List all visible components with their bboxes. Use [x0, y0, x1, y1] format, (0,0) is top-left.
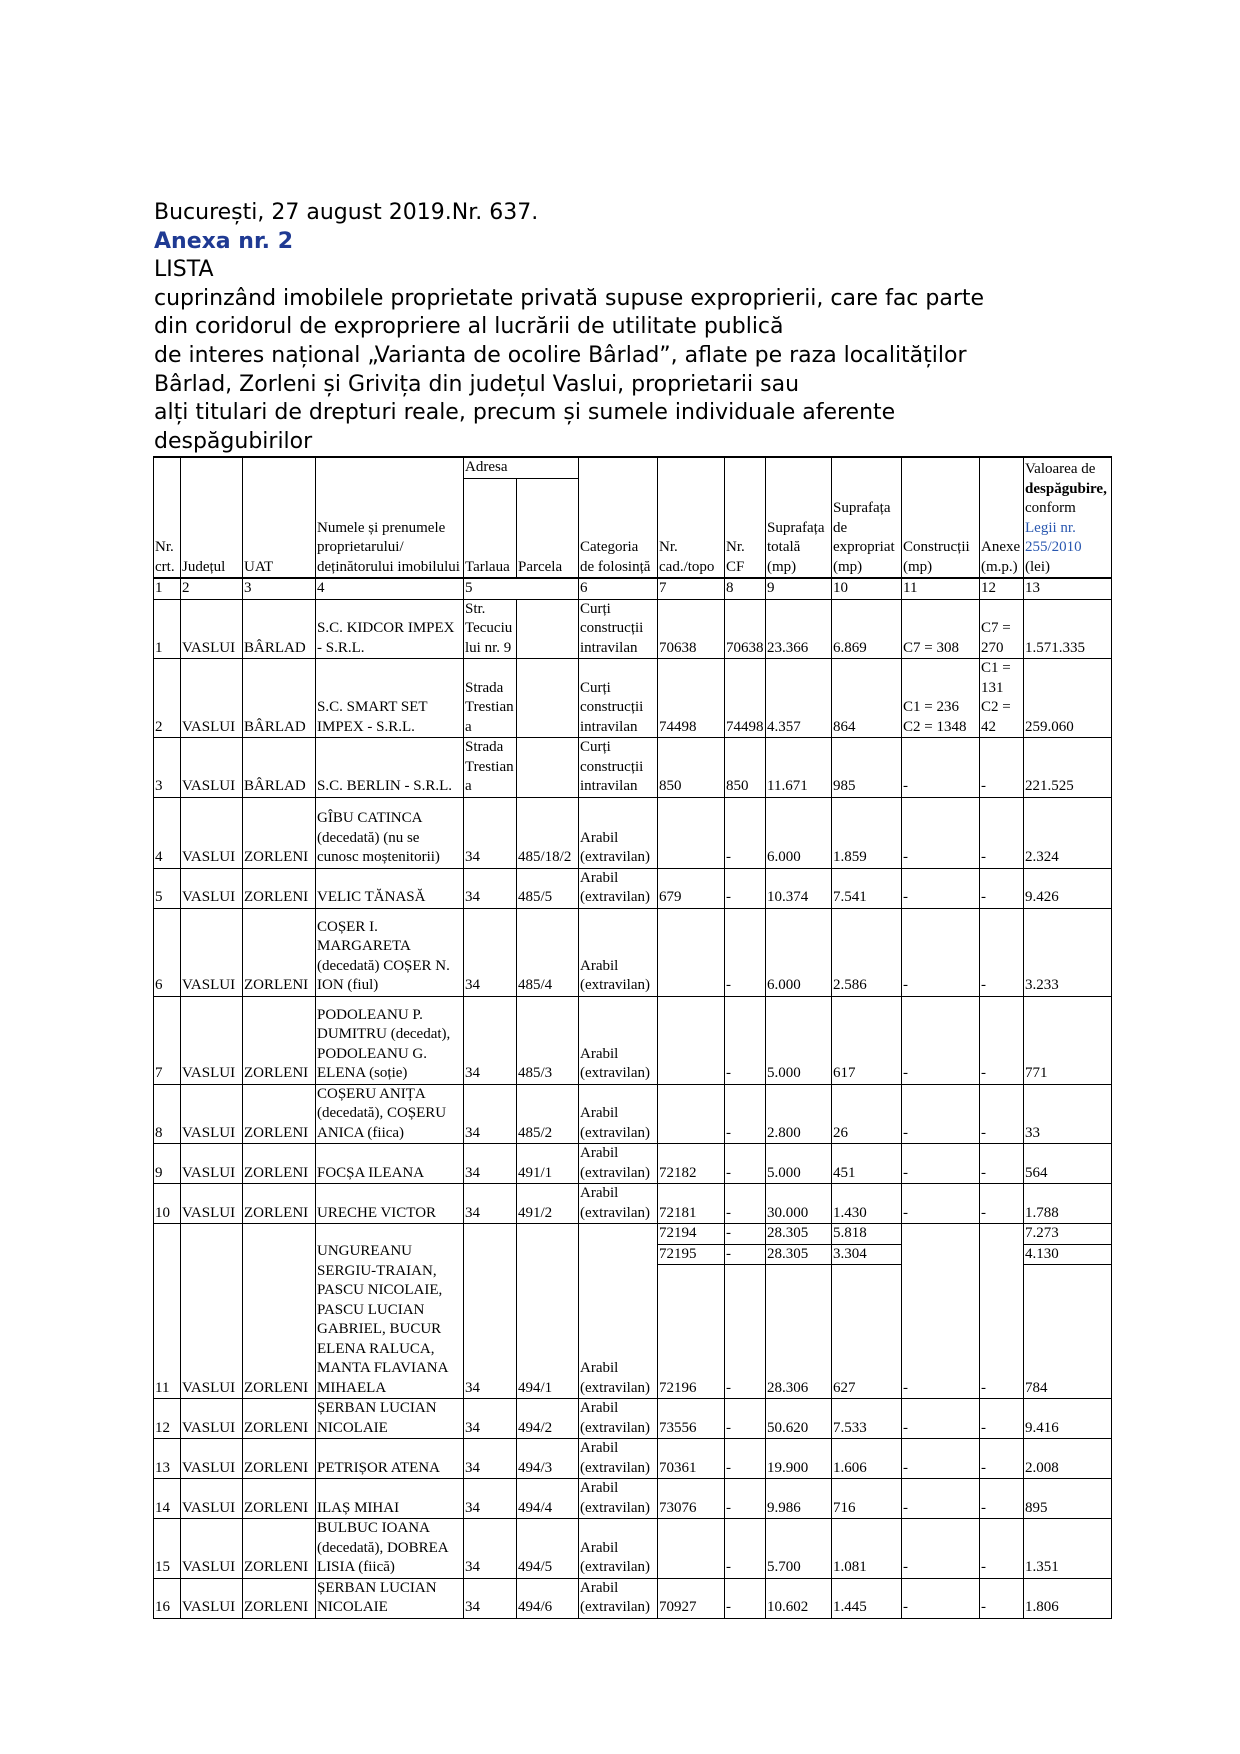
cell-cad: 72181 — [658, 1184, 725, 1224]
cell-cf: - — [725, 1144, 766, 1184]
cell-cad — [658, 1519, 725, 1579]
valoarea-prefix: Valoarea de — [1025, 461, 1096, 477]
cell-constructii: - — [902, 738, 980, 798]
table-row — [154, 1439, 1112, 1479]
cell-sup-exp: 7.533 — [832, 1399, 902, 1439]
cell-parcela: 485/4 — [517, 908, 579, 996]
cell-sup-totala: 10.374 — [766, 868, 832, 908]
cell-nume: S.C. SMART SET IMPEX - S.R.L. — [316, 659, 464, 738]
table-row — [154, 738, 1112, 798]
cell-categoria: Arabil (extravilan) — [579, 908, 658, 996]
column-number: 5 — [464, 578, 579, 599]
cell-sup-totala: 28.305 — [766, 1244, 832, 1265]
cell-constructii: - — [902, 996, 980, 1084]
table-row — [154, 1084, 1112, 1144]
cell-judet: VASLUI — [181, 797, 243, 868]
table-row — [154, 599, 1112, 659]
cell-categoria: Curți construcții intravilan — [579, 738, 658, 798]
cell-sup-totala: 5.000 — [766, 1144, 832, 1184]
cell-judet: VASLUI — [181, 908, 243, 996]
cell-tarlaua: 34 — [464, 1519, 517, 1579]
cell-anexe: - — [980, 1224, 1024, 1399]
cell-parcela: 494/2 — [517, 1399, 579, 1439]
cell-tarlaua: 34 — [464, 868, 517, 908]
column-number: 12 — [980, 578, 1024, 599]
cell-uat: BÂRLAD — [243, 738, 316, 798]
cell-cf: - — [725, 1184, 766, 1224]
col-header-uat: UAT — [243, 457, 316, 578]
cell-parcela — [517, 659, 579, 738]
col-header-valoarea — [1024, 457, 1112, 578]
cell-valoare: 33 — [1024, 1084, 1112, 1144]
cell-nr: 16 — [154, 1578, 181, 1618]
column-number: 9 — [766, 578, 832, 599]
cell-anexe: - — [980, 1084, 1024, 1144]
cell-cad: 70361 — [658, 1439, 725, 1479]
cell-cf: - — [725, 996, 766, 1084]
date-line: București, 27 august 2019.Nr. 637. — [154, 200, 539, 225]
table-row — [154, 868, 1112, 908]
cell-parcela: 494/5 — [517, 1519, 579, 1579]
cell-cad — [658, 908, 725, 996]
cell-nume: UNGUREANU SERGIU-TRAIAN, PASCU NICOLAIE, PASCU LUCIAN GABRIEL, BUCUR ELENA RALUCA, MANTA FLAVIANA MIHAELA — [316, 1224, 464, 1399]
cell-parcela: 485/5 — [517, 868, 579, 908]
cell-nr: 6 — [154, 908, 181, 996]
cell-uat: ZORLENI — [243, 908, 316, 996]
cell-sup-totala: 28.305 — [766, 1224, 832, 1245]
cell-tarlaua: 34 — [464, 1224, 517, 1399]
cell-judet: VASLUI — [181, 1439, 243, 1479]
cell-sup-exp: 864 — [832, 659, 902, 738]
cell-constructii: - — [902, 1084, 980, 1144]
cell-nume: ILAȘ MIHAI — [316, 1479, 464, 1519]
cell-categoria: Arabil (extravilan) — [579, 1439, 658, 1479]
description-line: din coridorul de expropriere al lucrării de utilitate publică — [154, 314, 784, 340]
column-number: 3 — [243, 578, 316, 599]
cell-categoria: Arabil (extravilan) — [579, 1084, 658, 1144]
cell-sup-totala: 4.357 — [766, 659, 832, 738]
expropriation-table — [153, 456, 1112, 1619]
cell-sup-exp: 5.818 — [832, 1224, 902, 1245]
description-line: alți titulari de drepturi reale, precum și sumele individuale aferente — [154, 400, 896, 426]
cell-cf: 70638 — [725, 599, 766, 659]
cell-uat: ZORLENI — [243, 1144, 316, 1184]
table-row — [154, 1578, 1112, 1618]
cell-judet: VASLUI — [181, 1224, 243, 1399]
cell-valoare: 3.233 — [1024, 908, 1112, 996]
cell-anexe: C7 = 270 — [980, 599, 1024, 659]
cell-sup-exp: 1.430 — [832, 1184, 902, 1224]
cell-constructii: - — [902, 797, 980, 868]
cell-cad — [658, 1084, 725, 1144]
cell-nr: 2 — [154, 659, 181, 738]
cell-nume: COȘER I. MARGARETA (decedată) COȘER N. ION (fiul) — [316, 908, 464, 996]
cell-nr: 14 — [154, 1479, 181, 1519]
cell-valoare: 7.273 — [1024, 1224, 1112, 1245]
cell-sup-totala: 5.700 — [766, 1519, 832, 1579]
col-header-constructii: Construcții (mp) — [902, 457, 980, 578]
cell-constructii: - — [902, 1519, 980, 1579]
cell-nr: 11 — [154, 1224, 181, 1399]
table-row — [154, 996, 1112, 1084]
cell-uat: ZORLENI — [243, 1519, 316, 1579]
cell-categoria: Arabil (extravilan) — [579, 1224, 658, 1399]
cell-valoare: 895 — [1024, 1479, 1112, 1519]
cell-sup-totala: 6.000 — [766, 797, 832, 868]
cell-anexe: - — [980, 1184, 1024, 1224]
cell-cf: - — [725, 1224, 766, 1245]
cell-tarlaua: 34 — [464, 1084, 517, 1144]
cell-uat: ZORLENI — [243, 1184, 316, 1224]
cell-tarlaua: 34 — [464, 1439, 517, 1479]
cell-categoria: Curți construcții intravilan — [579, 659, 658, 738]
description-line: Bârlad, Zorleni și Grivița din județul Vaslui, proprietarii sau — [154, 371, 800, 397]
cell-cad: 70638 — [658, 599, 725, 659]
cell-categoria: Arabil (extravilan) — [579, 1144, 658, 1184]
cell-nume: URECHE VICTOR — [316, 1184, 464, 1224]
cell-categoria: Arabil (extravilan) — [579, 1519, 658, 1579]
cell-valoare: 1.571.335 — [1024, 599, 1112, 659]
cell-sup-exp: 1.445 — [832, 1578, 902, 1618]
cell-categoria: Arabil (extravilan) — [579, 1184, 658, 1224]
cell-tarlaua: 34 — [464, 1479, 517, 1519]
cell-nr: 15 — [154, 1519, 181, 1579]
cell-sup-exp: 1.081 — [832, 1519, 902, 1579]
table-row — [154, 659, 1112, 738]
cell-constructii: - — [902, 868, 980, 908]
cell-anexe: - — [980, 1144, 1024, 1184]
cell-anexe: - — [980, 908, 1024, 996]
cell-sup-exp: 26 — [832, 1084, 902, 1144]
cell-anexe: - — [980, 1399, 1024, 1439]
column-number: 6 — [579, 578, 658, 599]
cell-parcela: 491/2 — [517, 1184, 579, 1224]
col-header-anexe: Anexe (m.p.) — [980, 457, 1024, 578]
cell-sup-exp: 1.859 — [832, 797, 902, 868]
cell-nr: 13 — [154, 1439, 181, 1479]
cell-cf: - — [725, 1439, 766, 1479]
col-header-cf: Nr. CF — [725, 457, 766, 578]
cell-cad: 74498 — [658, 659, 725, 738]
cell-sup-exp: 1.606 — [832, 1439, 902, 1479]
cell-nume: COȘERU ANIȚA (decedată), COȘERU ANICA (fiica) — [316, 1084, 464, 1144]
cell-sup-exp: 451 — [832, 1144, 902, 1184]
cell-cad: 70927 — [658, 1578, 725, 1618]
col-header-cad: Nr. cad./topo — [658, 457, 725, 578]
cell-cf: - — [725, 1084, 766, 1144]
table-row — [154, 1399, 1112, 1439]
cell-nr: 7 — [154, 996, 181, 1084]
cell-parcela: 494/3 — [517, 1439, 579, 1479]
cell-constructii: - — [902, 1144, 980, 1184]
cell-tarlaua: Strada Trestiana — [464, 738, 517, 798]
column-number: 1 — [154, 578, 181, 599]
cell-categoria: Arabil (extravilan) — [579, 1578, 658, 1618]
col-header-parcela: Parcela — [517, 479, 579, 579]
cell-anexe: - — [980, 738, 1024, 798]
cell-judet: VASLUI — [181, 1399, 243, 1439]
col-header-sup-totala: Suprafața totală (mp) — [766, 457, 832, 578]
column-numbers-row — [154, 578, 1112, 599]
cell-parcela: 491/1 — [517, 1144, 579, 1184]
cell-sup-totala: 5.000 — [766, 996, 832, 1084]
col-header-tarlaua: Tarlaua — [464, 479, 517, 579]
cell-anexe: - — [980, 1479, 1024, 1519]
cell-anexe: - — [980, 1578, 1024, 1618]
description-line: de interes național „Varianta de ocolire Bârlad”, aflate pe raza localităților — [154, 342, 967, 368]
cell-valoare: 4.130 — [1024, 1244, 1112, 1265]
cell-judet: VASLUI — [181, 1578, 243, 1618]
valoarea-bold: despăgubire, — [1025, 480, 1107, 497]
column-number: 2 — [181, 578, 243, 599]
cell-cf: 850 — [725, 738, 766, 798]
cell-judet: VASLUI — [181, 1184, 243, 1224]
cell-nume: PODOLEANU P. DUMITRU (decedat), PODOLEANU G. ELENA (soție) — [316, 996, 464, 1084]
cell-constructii: - — [902, 1184, 980, 1224]
cell-nume: BULBUC IOANA (decedată), DOBREA LISIA (fiică) — [316, 1519, 464, 1579]
cell-constructii: - — [902, 1439, 980, 1479]
cell-sup-totala: 28.306 — [766, 1265, 832, 1399]
valoarea-mid: conform — [1025, 500, 1076, 516]
cell-valoare: 9.416 — [1024, 1399, 1112, 1439]
cell-anexe: - — [980, 1439, 1024, 1479]
cell-valoare: 564 — [1024, 1144, 1112, 1184]
cell-judet: VASLUI — [181, 996, 243, 1084]
cell-uat: ZORLENI — [243, 1439, 316, 1479]
col-header-sup-exp: Suprafața de expropriat (mp) — [832, 457, 902, 578]
cell-categoria: Arabil (extravilan) — [579, 996, 658, 1084]
cell-nr: 12 — [154, 1399, 181, 1439]
cell-categoria: Curți construcții intravilan — [579, 599, 658, 659]
column-number: 8 — [725, 578, 766, 599]
cell-judet: VASLUI — [181, 1519, 243, 1579]
cell-sup-totala: 6.000 — [766, 908, 832, 996]
cell-cad: 679 — [658, 868, 725, 908]
cell-tarlaua: 34 — [464, 996, 517, 1084]
cell-nume: VELIC TĂNASĂ — [316, 868, 464, 908]
cell-sup-exp: 985 — [832, 738, 902, 798]
cell-judet: VASLUI — [181, 738, 243, 798]
cell-cf: - — [725, 1244, 766, 1265]
table-row — [154, 1144, 1112, 1184]
cell-cf: - — [725, 908, 766, 996]
cell-nr: 5 — [154, 868, 181, 908]
cell-constructii: - — [902, 1399, 980, 1439]
table-row — [154, 1479, 1112, 1519]
cell-sup-totala: 23.366 — [766, 599, 832, 659]
col-header-nr: Nr. crt. — [154, 457, 181, 578]
cell-sup-totala: 11.671 — [766, 738, 832, 798]
cell-valoare: 771 — [1024, 996, 1112, 1084]
cell-judet: VASLUI — [181, 1144, 243, 1184]
table-row — [154, 797, 1112, 868]
col-header-nume: Numele și prenumele proprietarului/ deținătorului imobilului — [316, 457, 464, 578]
cell-tarlaua: Str. Tecuciului nr. 9 — [464, 599, 517, 659]
cell-nume: S.C. BERLIN - S.R.L. — [316, 738, 464, 798]
cell-nume: PETRIȘOR ATENA — [316, 1439, 464, 1479]
cell-valoare: 2.008 — [1024, 1439, 1112, 1479]
cell-cad: 72195 — [658, 1244, 725, 1265]
cell-sup-exp: 716 — [832, 1479, 902, 1519]
cell-tarlaua: 34 — [464, 797, 517, 868]
cell-constructii: - — [902, 1578, 980, 1618]
cell-parcela: 485/2 — [517, 1084, 579, 1144]
cell-tarlaua: 34 — [464, 1184, 517, 1224]
cell-constructii: - — [902, 1224, 980, 1399]
cell-valoare: 784 — [1024, 1265, 1112, 1399]
column-number: 4 — [316, 578, 464, 599]
cell-cf: - — [725, 1519, 766, 1579]
cell-constructii: C7 = 308 — [902, 599, 980, 659]
valoarea-suffix: (lei) — [1025, 558, 1050, 575]
cell-cad: 850 — [658, 738, 725, 798]
cell-uat: ZORLENI — [243, 1479, 316, 1519]
cell-parcela: 485/18/2 — [517, 797, 579, 868]
cell-cad: 72196 — [658, 1265, 725, 1399]
cell-anexe: - — [980, 868, 1024, 908]
cell-judet: VASLUI — [181, 1479, 243, 1519]
lege-link[interactable]: Legii nr. 255/2010 — [1025, 519, 1082, 555]
cell-sup-exp: 2.586 — [832, 908, 902, 996]
document-header — [154, 199, 1094, 456]
cell-parcela — [517, 738, 579, 798]
cell-sup-totala: 30.000 — [766, 1184, 832, 1224]
column-number: 13 — [1024, 578, 1112, 599]
anexa-title: Anexa nr. 2 — [154, 228, 294, 254]
cell-sup-exp: 627 — [832, 1265, 902, 1399]
column-number: 11 — [902, 578, 980, 599]
cell-tarlaua: 34 — [464, 1399, 517, 1439]
cell-nume: ȘERBAN LUCIAN NICOLAIE — [316, 1578, 464, 1618]
cell-uat: ZORLENI — [243, 1578, 316, 1618]
col-header-categoria: Categoria de folosință — [579, 457, 658, 578]
cell-valoare: 259.060 — [1024, 659, 1112, 738]
cell-parcela: 494/6 — [517, 1578, 579, 1618]
cell-uat: BÂRLAD — [243, 659, 316, 738]
cell-tarlaua: 34 — [464, 1144, 517, 1184]
cell-nume: FOCȘA ILEANA — [316, 1144, 464, 1184]
cell-cad: 72182 — [658, 1144, 725, 1184]
table-row — [154, 1519, 1112, 1579]
cell-constructii: - — [902, 908, 980, 996]
cell-uat: ZORLENI — [243, 1224, 316, 1399]
cell-sup-exp: 3.304 — [832, 1244, 902, 1265]
cell-valoare: 1.788 — [1024, 1184, 1112, 1224]
cell-categoria: Arabil (extravilan) — [579, 868, 658, 908]
table-row — [154, 908, 1112, 996]
cell-uat: BÂRLAD — [243, 599, 316, 659]
cell-nr: 4 — [154, 797, 181, 868]
header-row — [154, 457, 1112, 479]
cell-valoare: 2.324 — [1024, 797, 1112, 868]
cell-judet: VASLUI — [181, 1084, 243, 1144]
cell-nr: 10 — [154, 1184, 181, 1224]
cell-nr: 8 — [154, 1084, 181, 1144]
cell-cad — [658, 996, 725, 1084]
column-number: 10 — [832, 578, 902, 599]
cell-valoare: 221.525 — [1024, 738, 1112, 798]
cell-sup-totala: 10.602 — [766, 1578, 832, 1618]
cell-uat: ZORLENI — [243, 797, 316, 868]
description-line: cuprinzând imobilele proprietate privată supuse exproprierii, care fac parte — [154, 285, 985, 311]
description-line: despăgubirilor — [154, 428, 313, 454]
cell-cf: - — [725, 1265, 766, 1399]
cell-sup-totala: 50.620 — [766, 1399, 832, 1439]
cell-anexe: - — [980, 996, 1024, 1084]
cell-constructii: - — [902, 1479, 980, 1519]
cell-anexe: - — [980, 797, 1024, 868]
cell-sup-exp: 6.869 — [832, 599, 902, 659]
cell-parcela: 494/1 — [517, 1224, 579, 1399]
cell-cf: - — [725, 1578, 766, 1618]
cell-nr: 3 — [154, 738, 181, 798]
cell-nr: 9 — [154, 1144, 181, 1184]
cell-cf: - — [725, 1399, 766, 1439]
cell-judet: VASLUI — [181, 599, 243, 659]
cell-cad: 72194 — [658, 1224, 725, 1245]
cell-sup-exp: 7.541 — [832, 868, 902, 908]
cell-cad: 73556 — [658, 1399, 725, 1439]
cell-parcela — [517, 599, 579, 659]
cell-categoria: Arabil (extravilan) — [579, 1399, 658, 1439]
cell-cf: - — [725, 868, 766, 908]
cell-cf: - — [725, 797, 766, 868]
cell-parcela: 485/3 — [517, 996, 579, 1084]
cell-sup-totala: 9.986 — [766, 1479, 832, 1519]
cell-tarlaua: 34 — [464, 908, 517, 996]
cell-sup-totala: 2.800 — [766, 1084, 832, 1144]
cell-sup-totala: 19.900 — [766, 1439, 832, 1479]
cell-nume: ȘERBAN LUCIAN NICOLAIE — [316, 1399, 464, 1439]
cell-uat: ZORLENI — [243, 868, 316, 908]
cell-cad — [658, 797, 725, 868]
cell-categoria: Arabil (extravilan) — [579, 797, 658, 868]
cell-judet: VASLUI — [181, 868, 243, 908]
cell-cf: 74498 — [725, 659, 766, 738]
cell-anexe: C1 = 131 C2 = 42 — [980, 659, 1024, 738]
cell-categoria: Arabil (extravilan) — [579, 1479, 658, 1519]
table-row — [154, 1184, 1112, 1224]
cell-nume: S.C. KIDCOR IMPEX - S.R.L. — [316, 599, 464, 659]
cell-valoare: 9.426 — [1024, 868, 1112, 908]
col-header-judet: Județul — [181, 457, 243, 578]
cell-uat: ZORLENI — [243, 996, 316, 1084]
cell-constructii: C1 = 236 C2 = 1348 — [902, 659, 980, 738]
cell-cf: - — [725, 1479, 766, 1519]
cell-valoare: 1.806 — [1024, 1578, 1112, 1618]
cell-cad: 73076 — [658, 1479, 725, 1519]
cell-nr: 1 — [154, 599, 181, 659]
cell-uat: ZORLENI — [243, 1399, 316, 1439]
cell-tarlaua: 34 — [464, 1578, 517, 1618]
cell-judet: VASLUI — [181, 659, 243, 738]
lista-title: LISTA — [154, 257, 214, 283]
table-row — [154, 1224, 1112, 1245]
cell-anexe: - — [980, 1519, 1024, 1579]
cell-nume: GÎBU CATINCA (decedată) (nu se cunosc moștenitorii) — [316, 797, 464, 868]
cell-uat: ZORLENI — [243, 1084, 316, 1144]
cell-parcela: 494/4 — [517, 1479, 579, 1519]
cell-tarlaua: Strada Trestiana — [464, 659, 517, 738]
col-header-adresa: Adresa — [464, 457, 579, 479]
column-number: 7 — [658, 578, 725, 599]
cell-sup-exp: 617 — [832, 996, 902, 1084]
cell-valoare: 1.351 — [1024, 1519, 1112, 1579]
